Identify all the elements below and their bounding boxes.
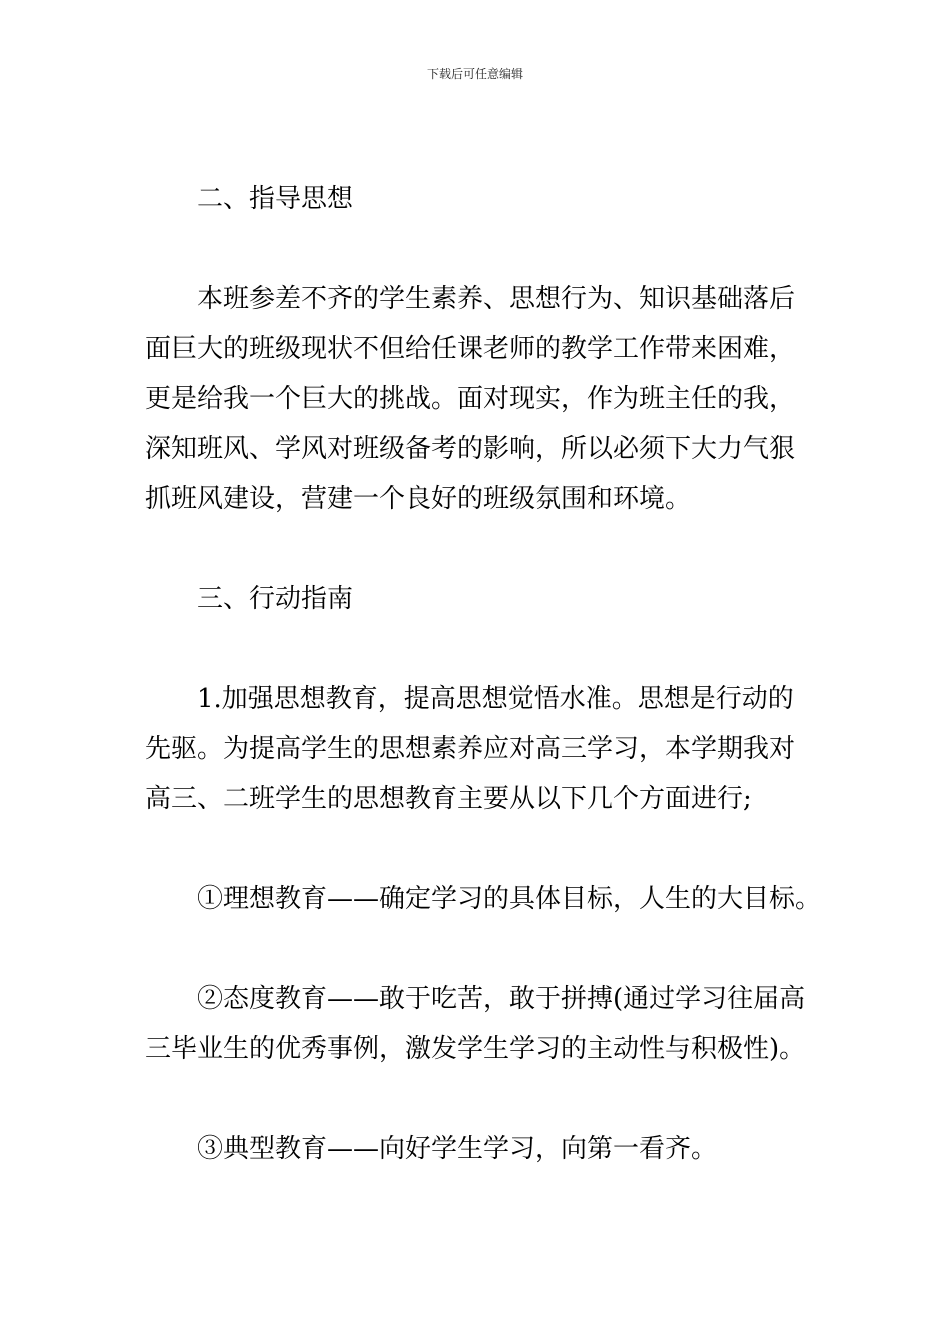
paragraph-line: ③典型教育——向好学生学习，向第一看齐。	[197, 1134, 718, 1164]
list-item-model-education	[145, 1124, 809, 1174]
paragraph-line: 三毕业生的优秀事例，激发学生学习的主动性与积极性)。	[145, 1034, 806, 1064]
paragraph-line: 深知班风、学风对班级备考的影响，所以必须下大力气狠	[145, 434, 796, 464]
paragraph-line: 1.加强思想教育，提高思想觉悟水准。思想是行动的	[197, 684, 794, 714]
paragraph-line: 更是给我一个巨大的挑战。面对现实，作为班主任的我，	[145, 384, 796, 414]
section-heading-guiding-thought: 二、指导思想	[197, 184, 354, 214]
paragraph-line: ②态度教育——敢于吃苦，敢于拼搏(通过学习往届高	[197, 984, 806, 1014]
paragraph-ideological-education	[145, 674, 809, 824]
list-item-attitude-education	[145, 974, 809, 1074]
paragraph-line: 高三、二班学生的思想教育主要从以下几个方面进行;	[145, 784, 752, 814]
section-heading-action-guide: 三、行动指南	[197, 584, 354, 614]
paragraph-line: ①理想教育——确定学习的具体目标，人生的大目标。	[197, 884, 822, 914]
paragraph-line: 抓班风建设，营建一个良好的班级氛围和环境。	[145, 484, 692, 514]
paragraph-line: 面巨大的班级现状不但给任课老师的教学工作带来困难，	[145, 334, 796, 364]
list-item-ideal-education	[145, 874, 822, 924]
page-header: 下载后可任意编辑	[426, 67, 523, 81]
paragraph-line: 本班参差不齐的学生素养、思想行为、知识基础落后	[197, 284, 796, 314]
paragraph-class-situation	[145, 274, 809, 524]
paragraph-line: 先驱。为提高学生的思想素养应对高三学习，本学期我对	[145, 734, 796, 764]
